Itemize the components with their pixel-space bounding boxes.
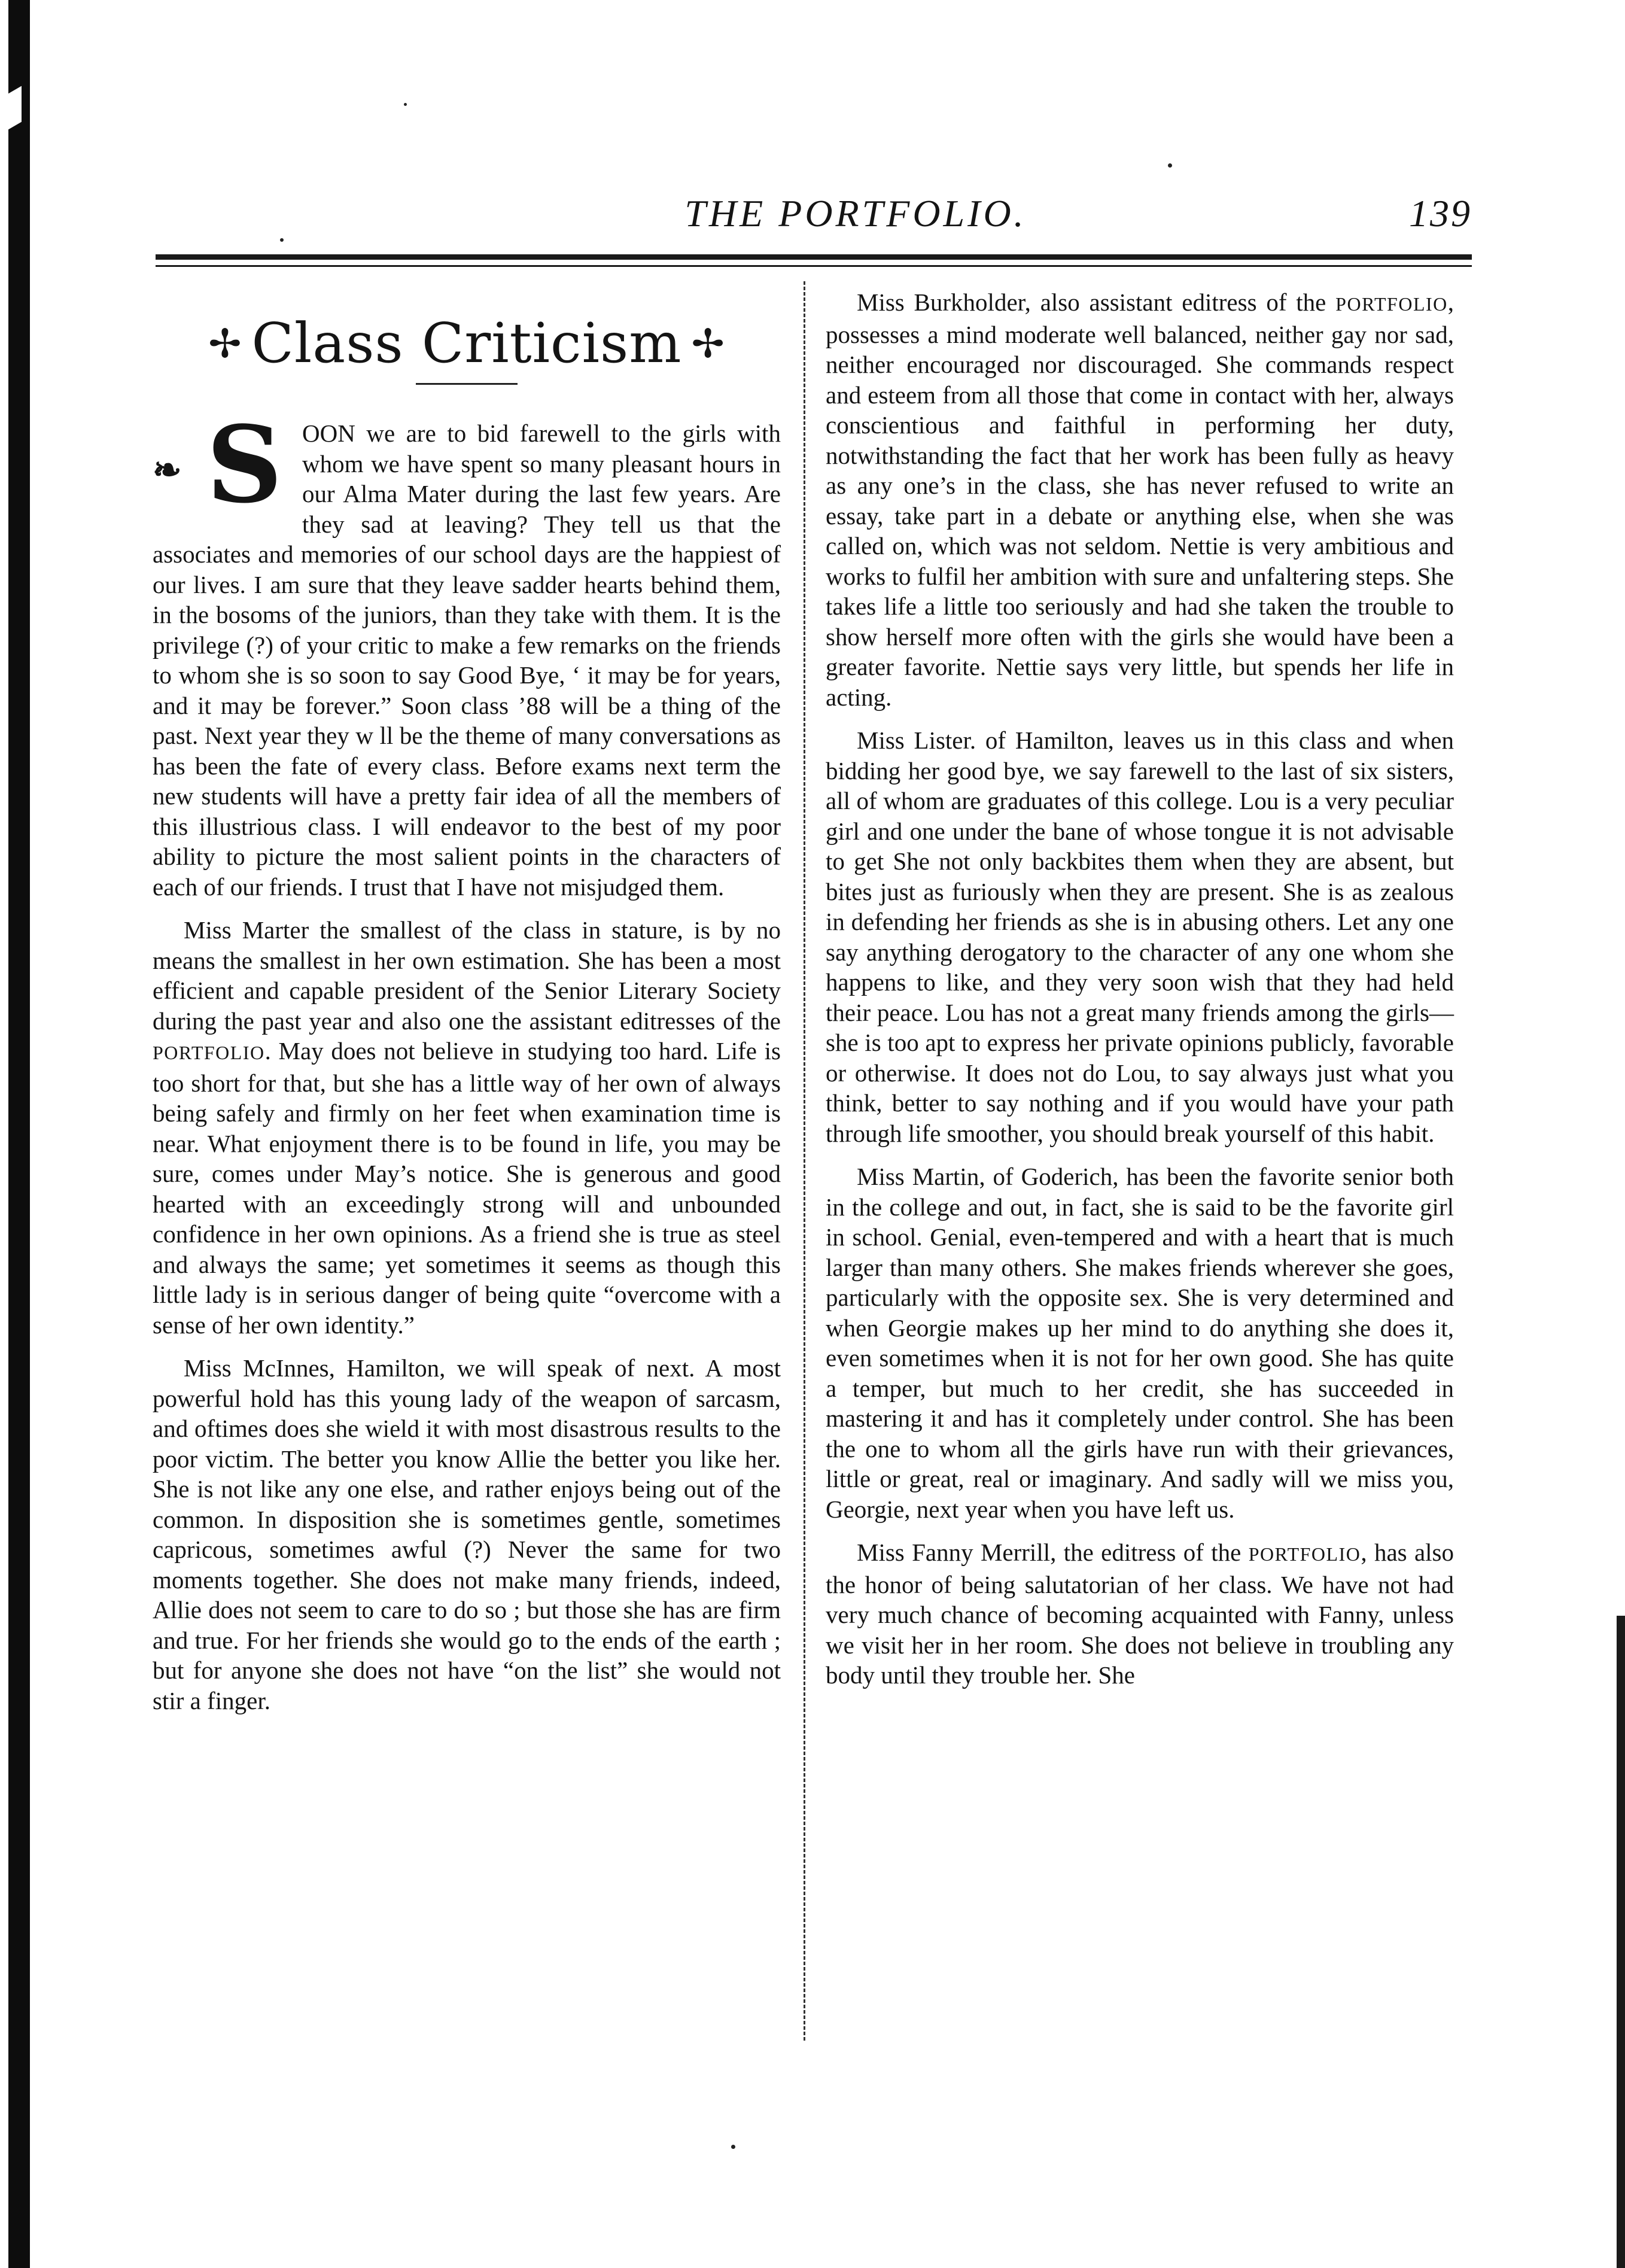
paragraph-miss-mcinnes: Miss McInnes, Hamilton, we will speak of next. A most powerful hold has this young lady of the weapon of sarcasm, and oftimes does she wield it with most disastrous results to the poor victim. The better you know Allie the better you like her. She is not like any one else, and rather enjoys being out of the common. In disposition she is sometimes gentle, sometimes capricous, sometimes awful (?) Never the same for two moments together. She does not make many friends, indeed, Allie does not seem to care to do so ; but those she has are firm and true. For her friends she would go to the ends of the earth ; but for anyone she does not have “on the list” she would not stir a finger. (153, 1354, 781, 1714)
ink-speck (404, 103, 407, 106)
small-caps-name: PORTFOLIO (1248, 1543, 1361, 1565)
ink-speck (1168, 163, 1172, 168)
right-column (826, 287, 1454, 1704)
small-caps-name: PORTFOLIO (1335, 293, 1448, 315)
paragraph-text: , possesses a mind moderate well balanced, neither gay nor sad, neither encouraged nor discouraged. She commands respect and esteem from all those that come in contact with her, always conscientious and faithful in performing her duty, notwithstanding the fact that her work has been fully as heavy as any one’s in the class, she has never refused to write an essay, take part in a debate or anything else, when she was called on, which was not seldom. Nettie is very ambitious and works to fulfil her ambition with sure and unfaltering steps. She takes life a little too seriously and had she taken the trouble to show herself more often with the girls she would have been a greater favorite. Nettie says very little, but spends her life in acting. (826, 288, 1454, 711)
title-ornament-right-icon: ✢ (691, 321, 725, 367)
paragraph-miss-burkholder (826, 287, 1454, 712)
dropcap-block (153, 403, 296, 538)
article-title: Class Criticism (251, 311, 682, 375)
paragraph-intro (153, 403, 781, 902)
paragraph-text: Miss Fanny Merrill, the editress of the (857, 1539, 1249, 1566)
paragraph-text: , has also the honor of being salutatorian of her class. We have not had very much chance of becoming acquainted with Fanny, unless we visit her in her room. She does not believe in troubling any body until they trouble her. She (826, 1539, 1454, 1689)
paragraph-text: . May does not believe in studying too hard. Life is too short for that, but she has a little way of her own of always being safely and firmly on her feet when examination time is near. What enjoyment there is to be found in life, you may be sure, comes under May’s notice. She is generous and good hearted with an exceedingly strong will and unbounded confidence in her own opinions. As a friend she is true as steel and always the same; yet sometimes it seems as though this little lady is in serious danger of being quite “overcome with a sense of her own identity.” (153, 1037, 781, 1339)
running-header (156, 191, 1472, 257)
column-divider (804, 281, 805, 2041)
small-caps-name: PORTFOLIO (153, 1042, 265, 1063)
paragraph-miss-marter (153, 915, 781, 1340)
paragraph-text: Miss Marter the smallest of the class in stature, is by no means the smallest in her own estimation. She has been a most efficient and capable president of the Senior Literary Society during the past year and also one the assistant editresses of the (153, 916, 781, 1035)
running-title: THE PORTFOLIO. (684, 192, 1027, 235)
paragraph-miss-martin: Miss Martin, of Goderich, has been the favorite senior both in the college and out, in fact, she is said to be the favorite girl in school. Genial, even-tempered and with a heart that is much larger than many others. She makes friends wherever she goes, particularly with the opposite sex. She is very determined and when Georgie makes up her mind to do anything she does it, even sometimes when it is not for her own good. She has quite a temper, but much to her credit, she has succeeded in mastering it and has it completely under control. She has been the one to whom all the girls have run with their grievances, little or great, real or imaginary. And sadly will we miss you, Georgie, next year when you have left us. (826, 1163, 1454, 1523)
ink-speck (731, 2145, 735, 2149)
paragraph-miss-merrill (826, 1537, 1454, 1691)
article-title-block (153, 311, 781, 383)
page-edge-shadow (1617, 1616, 1625, 2268)
binding-edge (8, 0, 30, 2268)
header-rule-thick (156, 254, 1472, 260)
left-column (153, 287, 781, 1729)
binding-notch (8, 86, 22, 130)
header-rule-thin (156, 265, 1472, 267)
dropcap-ornament-icon: ❧ (153, 451, 182, 490)
paragraph-text: Miss Burkholder, also assistant editress of the (857, 288, 1336, 316)
title-rule (416, 383, 518, 385)
title-ornament-left-icon: ✢ (208, 321, 242, 367)
dropcap-letter: S (206, 403, 283, 527)
paragraph-intro-text: OON we are to bid farewell to the girls with whom we have spent so many pleasant hours in our Alma Mater during the last few years. Are they sad at leaving? They tell us that the associates and memories of our school days are the happiest of our lives. I am sure that they leave sadder hearts behind them, in the bosoms of the juniors, than they take with them. It is the privilege (?) of your critic to make a few remarks on the friends to whom she is so soon to say Good Bye, ‘ it may be for years, and it may be forever.” Soon class ’88 will be a thing of the past. Next year they w ll be the theme of many conversations as has been the fate of every class. Before exams next term the new students will have a pretty fair idea of all the members of this illustrious class. I will endeavor to the best of my poor ability to picture the most salient points in the characters of each of our friends. I trust that I have not misjudged them. (153, 419, 781, 901)
page-number: 139 (1409, 192, 1472, 235)
paragraph-miss-lister: Miss Lister. of Hamilton, leaves us in this class and when bidding her good bye, we say farewell to the last of six sisters, all of whom are graduates of this college. Lou is a very peculiar girl and one under the bane of whose tongue it is not advisable to get She not only backbites them when they are absent, but bites just as furiously when they are present. She is as zealous in defending her friends as she is in abusing others. Let any one say anything derogatory to the character of any one whom she happens to like, and they very soon wish that they had held their peace. Lou has not a great many friends among the girls—she is too apt to express her private opinions publicly, favorable or otherwise. It does not do Lou, to say always just what you think, better to say nothing and if you would have your path through life smoother, you should break yourself of this habit. (826, 726, 1454, 1147)
